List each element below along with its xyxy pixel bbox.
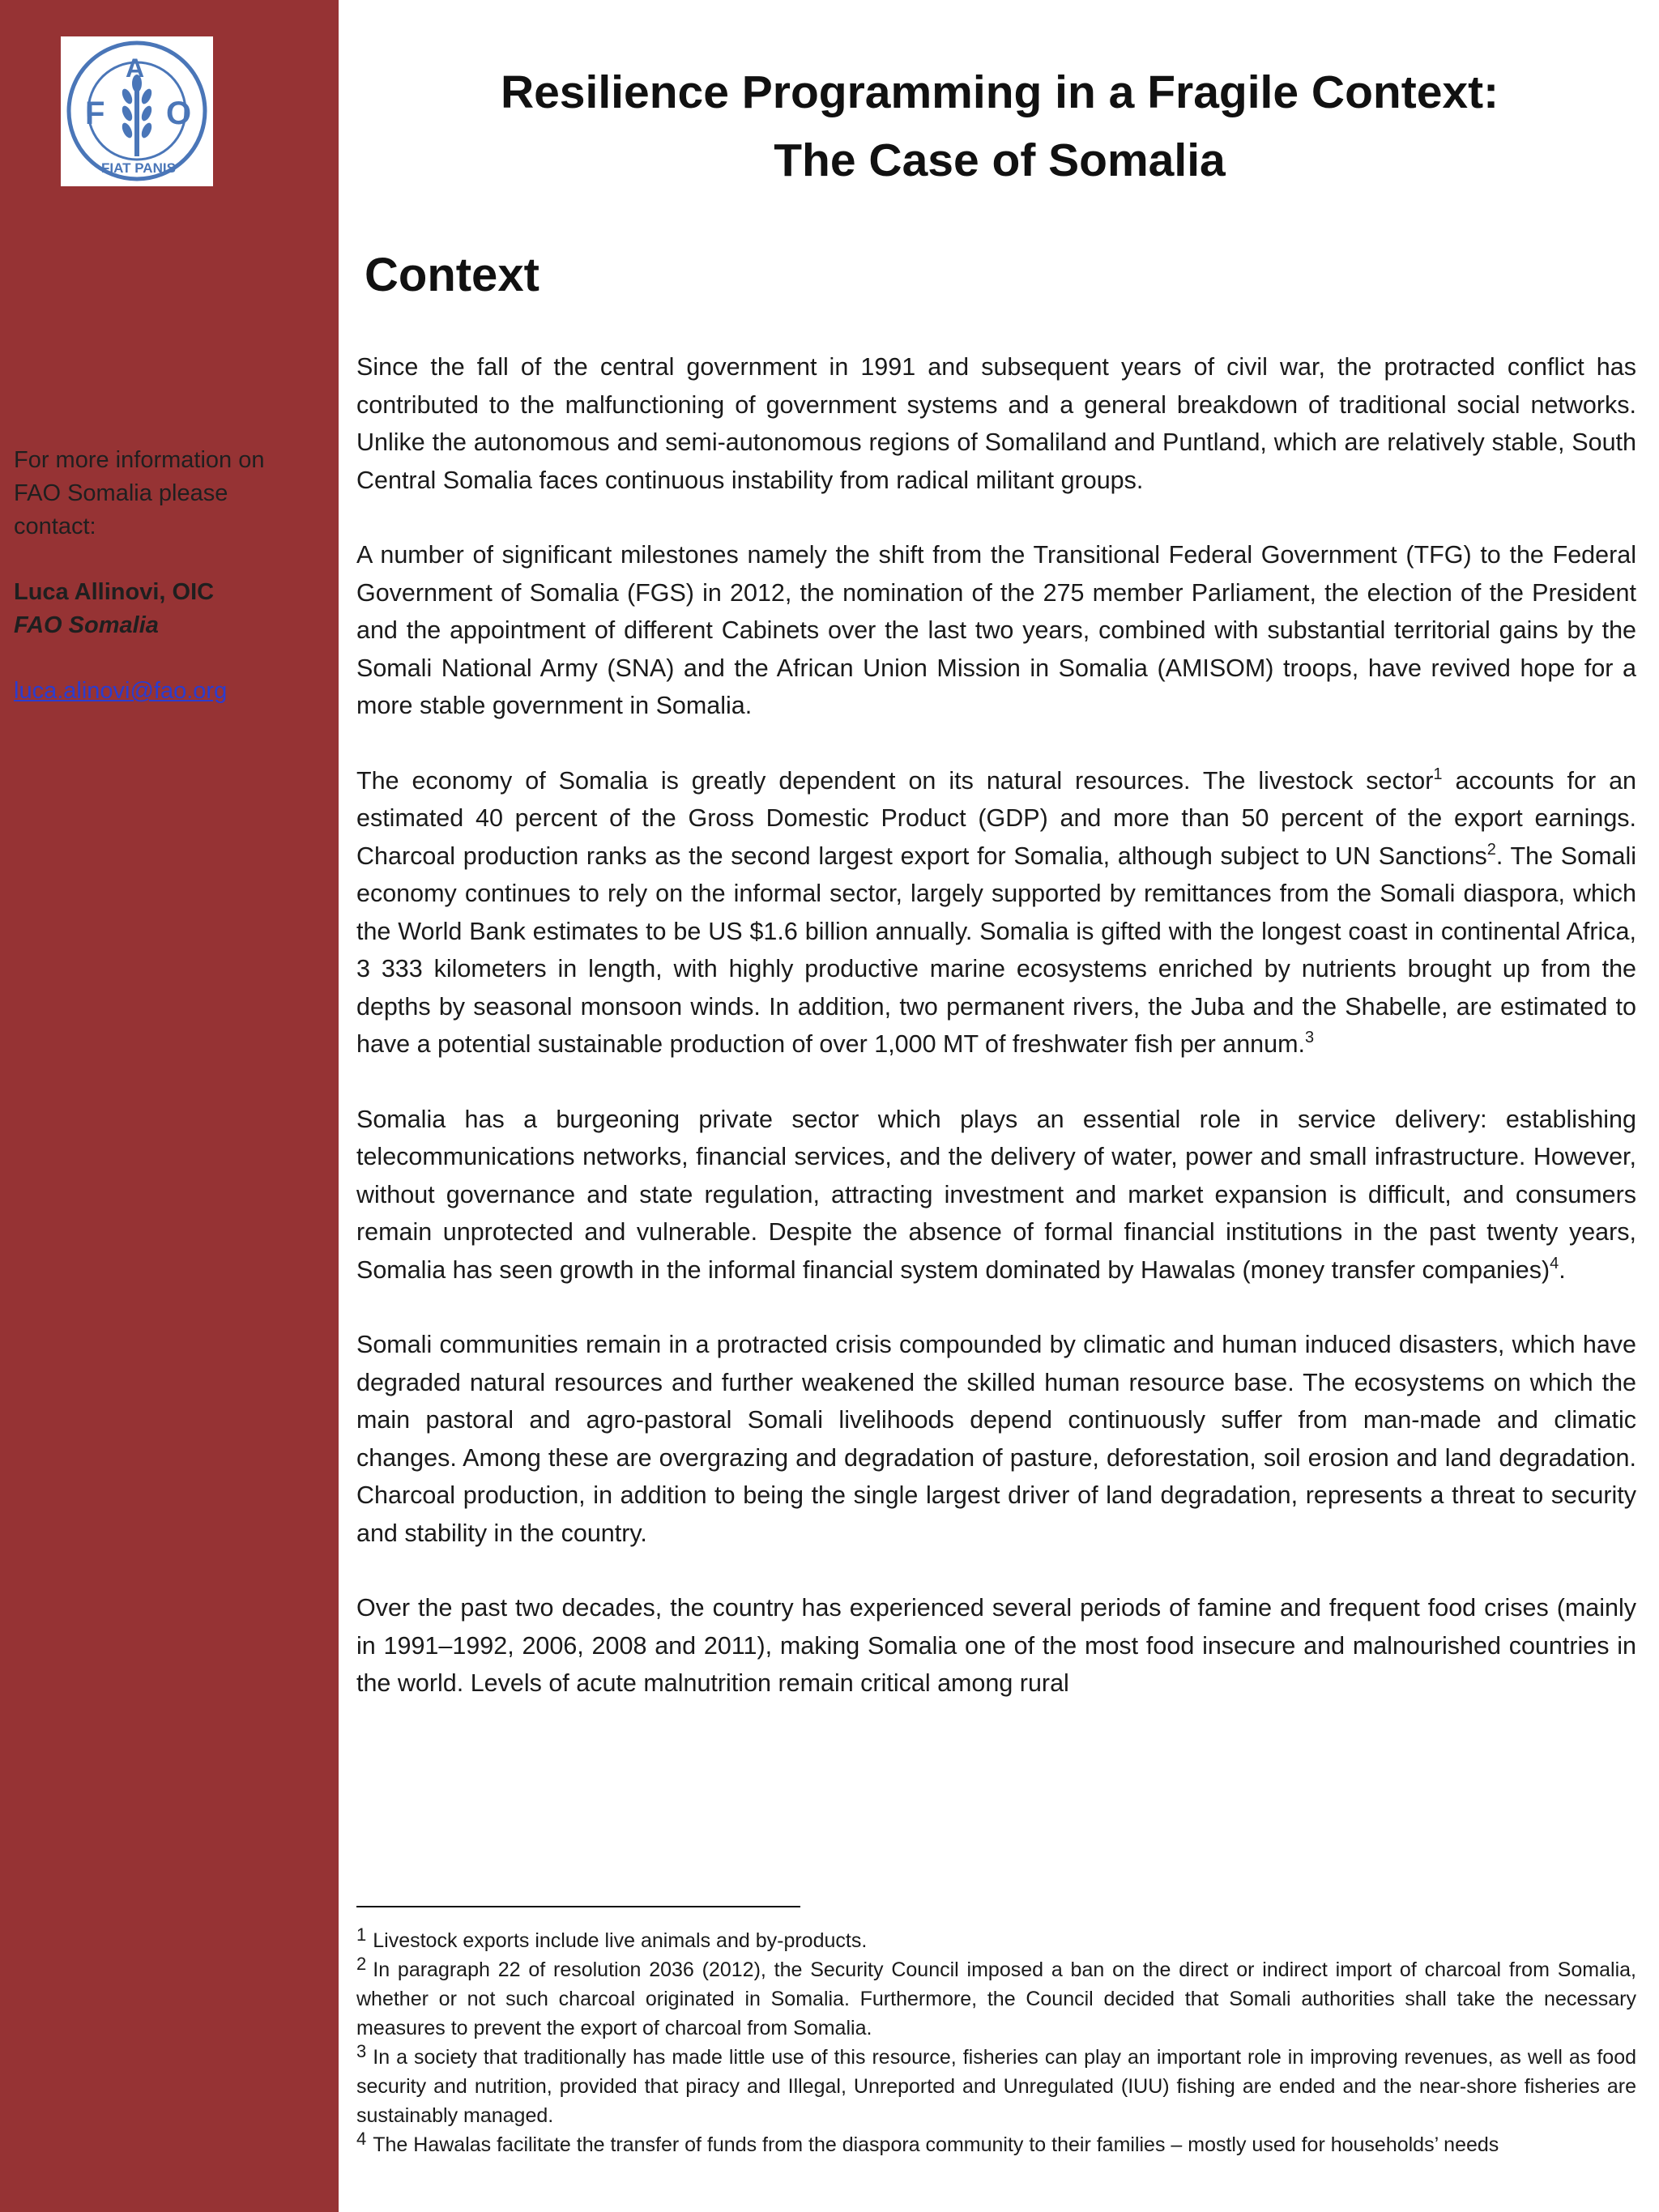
contact-email-link[interactable]: luca.alinovi@fao.org [14,678,228,704]
paragraph: A number of significant milestones namely the shift from the Transitional Federal Government (TFG) to the Federal Government of Somalia (FGS) in 2012, the nomination of the 275 member Parliament, the election of the President and the appointment of different Cabinets over the last two years, combined with substantial territorial gains by the Somali National Army (SNA) and the African Union Mission in Somalia (AMISOM) troops, have revived hope for a more stable government in Somalia. [356,541,1636,719]
contact-intro-line: FAO Somalia please [14,480,228,506]
title-line-1: Resilience Programming in a Fragile Context: [500,66,1499,118]
footnote-ref: 4 [1550,1254,1559,1272]
footnote-ref: 2 [1486,840,1496,859]
paragraph: Since the fall of the central government in 1991 and subsequent years of civil war, the protracted conflict has contributed to the malfunctioning of government systems and a general breakdown of traditional social networks. Unlike the autonomous and semi-autonomous regions of Somaliland and Puntland, which are relatively stable, South Central Somalia faces continuous instability from radical militant groups. [356,353,1636,494]
sidebar [0,0,339,2212]
footnotes [356,1926,1636,2159]
contact-name: Luca Allinovi, OIC [14,579,215,605]
footnote: $^4$ The Hawalas facilitate the transfer of funds from the diaspora community to their families – mostly used for households’ needs [356,2129,1499,2156]
footnote: $^2$ In paragraph 22 of resolution 2036 (2012), the Security Council imposed a ban on the direct or indirect import of charcoal from Somalia, whether or not such charcoal originated in Somalia. Furthermore, the Council decided that Somali authorities shall take the necessary measures to prevent the export of charcoal from Somalia. [356,1954,1636,2039]
title-line-2: The Case of Somalia [774,134,1226,186]
paragraph: Somali communities remain in a protracted crisis compounded by climatic and human induced disasters, which have degraded natural resources and further weakened the skilled human resource base. The ecosystems on which the main pastoral and agro-pastoral Somali livelihoods depend continuously suffer from man-made and climatic changes. Among these are overgrazing and degradation of pasture, deforestation, soil erosion and land degradation. Charcoal production, in addition to being the single largest driver of land degradation, represents a threat to security and stability in the country. [356,1331,1636,1547]
footnote-separator [356,1906,800,1907]
document-title [340,58,1659,194]
contact-intro-line: contact: [14,514,96,539]
logo-letter-f: F [85,96,105,131]
contact-block [14,444,322,708]
footnote: $^1$ Livestock exports include live animals and by-products. [356,1924,868,1952]
logo-letter-a: A [126,53,145,83]
contact-intro-line: For more information on [14,447,265,473]
paragraph: The economy of Somalia is greatly dependent on its natural resources. The livestock sector$^1$ accounts for an estimated 40 percent of the Gross Domestic Product (GDP) and more than 50 percent of the export earnings. Charcoal production ranks as the second largest export for Somalia, although subject to UN Sanctions$^2$. The Somali economy continues to rely on the informal sector, largely supported by remittances from the Somali diaspora, which the World Bank estimates to be US $1.6 billion annually. Somalia is gifted with the longest coast in continental Africa, 3 333 kilometers in length, with highly productive marine ecosystems enriched by nutrients brought up from the depths by seasonal monsoon winds. In addition, two permanent rivers, the Juba and the Shabelle, are estimated to have a potential sustainable production of over 1,000 MT of freshwater fish per annum.$^3$ [356,765,1636,1058]
footnote-ref: 1 [1433,765,1443,783]
logo-letter-o: O [166,96,192,131]
paragraph: Somalia has a burgeoning private sector which plays an essential role in service delivery: establishing telecommunications networks, financial services, and the delivery of water, power and small infrastructure. However, without governance and state regulation, attracting investment and market expansion is difficult, and consumers remain unprotected and vulnerable. Despite the absence of formal financial institutions in the past twenty years, Somalia has seen growth in the informal financial system dominated by Hawalas (money transfer companies)$^4$. [356,1105,1636,1284]
section-heading: Context [365,249,539,301]
footnote-ref: 3 [1305,1029,1315,1046]
paragraph: Over the past two decades, the country has experienced several periods of famine and frequent food crises (mainly in 1991–1992, 2006, 2008 and 2011), making Somalia one of the most food insecure and malnourished countries in the world. Levels of acute malnutrition remain critical among rural [356,1594,1636,1697]
contact-organization: FAO Somalia [14,612,159,638]
logo-motto: FIAT PANIS [101,160,176,176]
body-text [356,348,1636,1740]
fao-logo-icon [61,36,213,186]
footnote: $^3$ In a society that traditionally has made little use of this resource, fisheries can play an important role in improving revenues, as well as food security and nutrition, provided that piracy and Illegal, Unreported and Unregulated (IUU) fishing are ended and the near-shore fisheries are sustainably managed. [356,2041,1636,2127]
